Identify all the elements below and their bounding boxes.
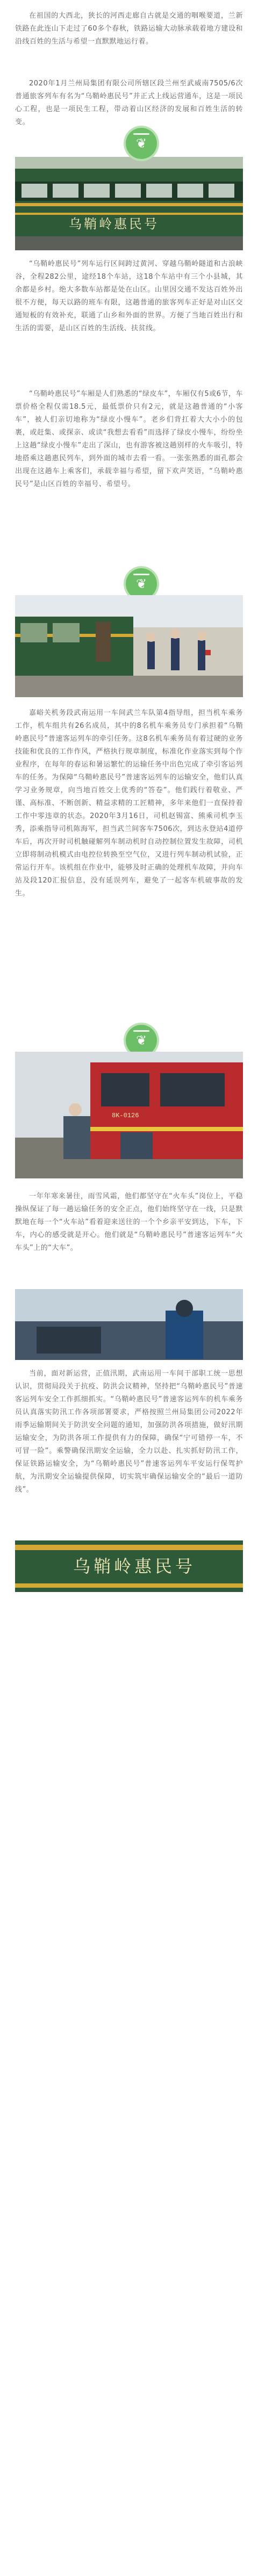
train-brand-photo (15, 1540, 243, 1592)
paragraph-text: 一年年寒来暑往，雨雪风霜，他们都坚守在“火车头”岗位上，平稳操纵保证了每一趟运输任务的安全正点，他们始终坚守在一线，只是默默地在每一个“火车站”看着迎来送往的一个个乡亲平安到达，下车，下车，内心的感受就是开心。他们就是“乌鞘岭惠民号”普速客运列车“火车头”上的“大车”。 (15, 1192, 243, 1252)
tea-leaf-icon: ❦ (126, 568, 157, 599)
paragraph-text: 嘉峪关机务段武南运用一车间武兰车队第4指导组，担当机车乘务工作，机车组共有26名成员，其中的8名机车乘务员专门承担着“乌鞘岭惠民号”普速客运列车的牵引任务。这8名机车乘务员有着过硬的业务技能和优良的工作作风，严格执行规章制度，标准化作业落实到每个作业程序，在每年的春运和暑运繁忙的运输任务中出色完成了牵引客运列车的任务。为保障“乌鞘岭惠民号”普速客运列车的运输安全，他们认真学习业务规章，向当地百姓交上优秀的“答卷”。他们践行着敬业、严谨、高标准、不断创新、精益求精的工匠精神，多年来他们一直保持着工作中零违章的状态。2020年3月16日，司机赵锡富、熊乘司机李玉秀，添乘指导司机陈海军，担当武兰间客车7506次，到达永登站4道停车后，再次开时司机触碰解列车制动机时自动控制位置发生故障，司机立即将制动机模式由电控位转换至空气位，又进行列车制动机试验，正常运行开车。该机组在作业中，能够及时正确的处理机车故障，并向车站及段120汇报信息，没有延误列车，避免了一起客车机破事故的发生。 (15, 709, 243, 898)
train-side-photo (15, 157, 243, 250)
cab-interior-illustration (15, 1289, 243, 1360)
article-frame (9, 0, 249, 2576)
locomotive-cab-photo (15, 1052, 243, 1178)
train-brand-sign: 乌鞘岭惠民号 (69, 216, 159, 231)
platform-crew-photo (15, 595, 243, 697)
paragraph-text: “乌鞘岭惠民号”车厢是人们熟悉的“绿皮车”，车厢仅有5或6节，车票价格全程仅需18.5元，最低票价只有2元，就是这趟普通的“小客车”，被人们亲切地称为“绿皮小慢车”。老乡们背扛着大大小小的包裹，或赶集、或探亲、或读“我想去看看”而选择了绿皮小慢车，纷纷坐上这趟“绿皮小慢车”走出了深山，也有游客被这趟别样的火车吸引，特地搭乘这趟惠民列车，到外面的城市去看一看。一张张熟悉的面孔都会出现在这趟车上乘客们，承载幸福与希望，留下欢声笑语，“乌鞘岭惠民号”是山区百姓的幸福号、希望号。 (15, 390, 243, 488)
train-brand-sign: 乌鞘岭惠民号 (73, 1556, 196, 1576)
paragraph-route (15, 258, 243, 335)
train-side-illustration (15, 157, 243, 250)
cab-interior-photo (15, 1289, 243, 1360)
paragraph-launch (15, 77, 243, 129)
platform-crew-illustration (15, 595, 243, 697)
paragraph-crew (15, 707, 243, 900)
paragraph-text: 当前，面对新运营，正值汛期，武南运用一车间干部职工统一思想认识，贯彻局段关于抗疫、防洪会议精神，坚持把“乌鞘岭惠民号”普速客运列车安全工作抓细抓实。“乌鞘岭惠民号”普速客运列车的机车乘务员认真落实防汛工作各项部署要求，严格按照兰州局集团公司2022年雨季运输期间关于防洪安全问题的通知，加强防洪各项措施，做好汛期运输安全，为防洪各项工作提供有力的保障，确保“宁可错停一车，不可冒一险”。乘警确保汛期安全运输，全力以赴、扎实抓好防汛工作，保证铁路运输安全，为“乌鞘岭惠民号”普速客运列车平安运行保驾护航，为汛期安全运输提供保障，切实筑牢确保运输安全的“最后一道防线”。 (15, 1370, 243, 1494)
paragraph-safety (15, 1367, 243, 1496)
tea-leaf-icon: ❦ (126, 1025, 157, 1056)
paragraph-intro (15, 10, 243, 48)
paragraph-green-train (15, 388, 243, 491)
paragraph-drivers (15, 1190, 243, 1255)
paragraph-text: “乌鞘岭惠民号”列车运行区间跨过黄河、穿越乌鞘岭隧道和古浪峡谷，全程282公里，途经18个车站，这18个车站中有三个小县城，其余都是乡村。绝大多数车站都是处在山区。山里因交通不发达百姓外出很不方便，每天以路的班车有限，这趟普通的旅客列车正好是对山区交通短板的有效补充，联通了山乡和外面的世界。方便了当地百姓出行和生活的需要，是山区百姓的生活线、扶贫线。 (15, 260, 243, 332)
locomotive-number: 8K-0126 (112, 1112, 139, 1119)
paragraph-text: 2020年1月兰州局集团有限公司所辖区段兰州至武威南7505/6次普通旅客列车有名为“乌鞘岭惠民号”并正式上线运营通车，这是一项民心工程，也是一项民生工程，带动着山区经济的发展和百姓生活的转变。 (15, 79, 243, 126)
paragraph-text: 在祖国的大西北，狭长的河西走廊自古就是交通的咽喉要道，兰新铁路在此连山下走过了60多个春秋，铁路运输大动脉承载着地方建设和沿线百姓的生活与希望一直默默地运行着。 (15, 12, 243, 46)
tea-leaf-icon: ❦ (126, 128, 157, 159)
